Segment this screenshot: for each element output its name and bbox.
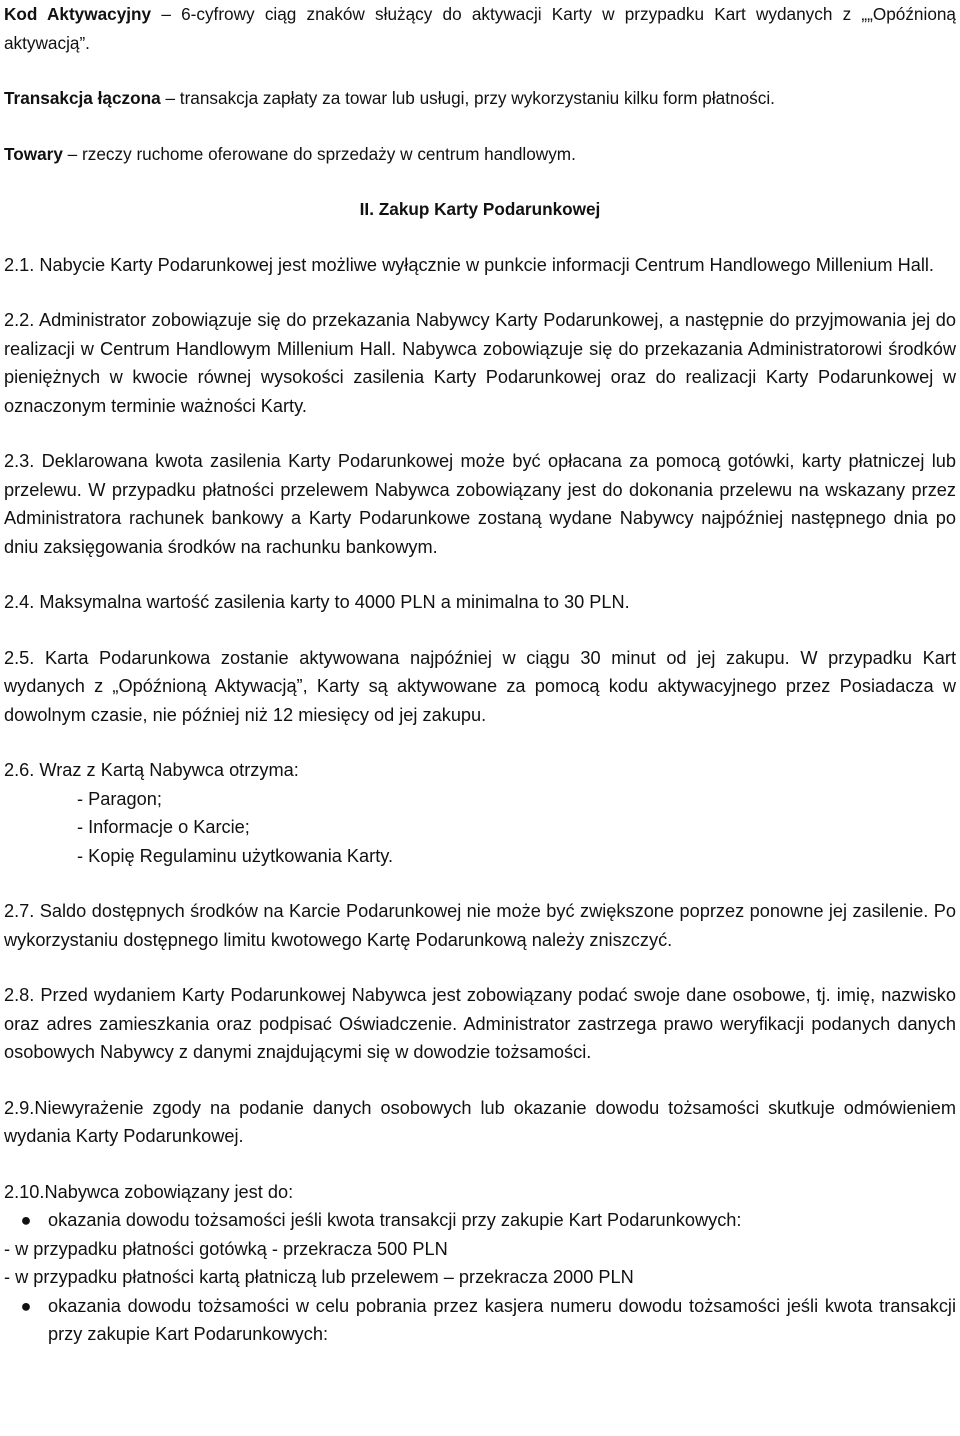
definition-term: Kod Aktywacyjny [4,4,152,24]
threshold-card: - w przypadku płatności kartą płatniczą lub przelewem – przekracza 2000 PLN [4,1267,634,1287]
bullet-item [4,1292,956,1349]
paragraph-2-3: 2.3. Deklarowana kwota zasilenia Karty Podarunkowej może być opłacana za pomocą gotówki, karty płatniczej lub przelewu. W przypadku płatności przelewem Nabywca zobowiązany jest do dokonania przelewu na wskazany przez Administratora rachunek bankowy a Karty Podarunkowe zostaną wydane Nabywcy najpóźniej następnego dnia po dniu zaksięgowania środków na rachunku bankowym. [4,451,956,557]
definition-kod-aktywacyjny [4,0,956,57]
paragraph-2-9: 2.9.Niewyrażenie zgody na podanie danych osobowych lub okazanie dowodu tożsamości skutkuje odmówieniem wydania Karty Podarunkowej. [4,1097,956,1146]
paragraph-2-4: 2.4. Maksymalna wartość zasilenia karty to 4000 PLN a minimalna to 30 PLN. [4,592,630,612]
bullet-item [4,1206,956,1235]
bullet-text: okazania dowodu tożsamości jeśli kwota transakcji przy zakupie Kart Podarunkowych: [48,1210,742,1230]
received-items-list [4,785,956,871]
paragraph-2-6: 2.6. Wraz z Kartą Nabywca otrzyma: [4,760,299,780]
paragraph-2-10: 2.10.Nabywca zobowiązany jest do: [4,1181,294,1202]
definition-text: – transakcja zapłaty za towar lub usługi, przy wykorzystaniu kilku form płatności. [160,88,775,108]
list-item: - Paragon; [77,788,162,809]
paragraph-2-2: 2.2. Administrator zobowiązuje się do przekazania Nabywcy Karty Podarunkowej, a następnie do przyjmowania jej do realizacji w Centrum Handlowym Millenium Hall. Nabywca zobowiązuje się do przekazania Administratorowi środków pieniężnych w kwocie równej wysokości zasilenia Karty Podarunkowej oraz do realizacji Karty Podarunkowej w oznaczonym terminie ważności Karty. [4,310,956,416]
bullet-icon: ● [20,1295,32,1316]
paragraph-2-5: 2.5. Karta Podarunkowa zostanie aktywowana najpóźniej w ciągu 30 minut od jej zakupu. W przypadku Kart wydanych z „Opóźnioną Aktywacją”, Karty są aktywowane za pomocą kodu aktywacyjnego przez Posiadacza w dowolnym czasie, nie później niż 12 miesięcy od jej zakupu. [4,647,956,725]
bullet-text: okazania dowodu tożsamości w celu pobrania przez kasjera numeru dowodu tożsamości jeśli kwota transakcji przy zakupie Kart Podarunkowych: [48,1295,956,1344]
definition-transakcja-laczona [4,84,956,113]
definition-towary [4,140,956,169]
bullet-icon: ● [20,1210,32,1230]
threshold-cash: - w przypadku płatności gotówką - przekracza 500 PLN [4,1238,448,1259]
paragraph-2-1: 2.1. Nabycie Karty Podarunkowej jest możliwe wyłącznie w punkcie informacji Centrum Handlowego Millenium Hall. [4,254,934,275]
section-title: II. Zakup Karty Podarunkowej [359,199,601,219]
paragraph-2-7: 2.7. Saldo dostępnych środków na Karcie Podarunkowej nie może być zwiększone poprzez ponowne jej zasilenie. Po wykorzystaniu dostępnego limitu kwotowego Kartę Podarunkową należy zniszczyć. [4,901,956,950]
paragraph-2-8: 2.8. Przed wydaniem Karty Podarunkowej Nabywca jest zobowiązany podać swoje dane osobowe, tj. imię, nazwisko oraz adres zamieszkania oraz podpisać Oświadczenie. Administrator zastrzega prawo weryfikacji podanych danych osobowych Nabywcy z danymi znajdującymi się w dowodzie tożsamości. [4,985,956,1062]
definition-text: – 6-cyfrowy ciąg znaków służący do aktywacji Karty w przypadku Kart wydanych z „„Opóźnioną aktywacją”. [4,4,956,53]
definition-term: Towary [4,143,63,164]
definition-term: Transakcja łączona [4,88,161,108]
list-item: - Informacje o Karcie; [77,817,250,837]
list-item: - Kopię Regulaminu użytkowania Karty. [77,845,394,866]
definition-text: – rzeczy ruchome oferowane do sprzedaży w centrum handlowym. [62,143,576,164]
